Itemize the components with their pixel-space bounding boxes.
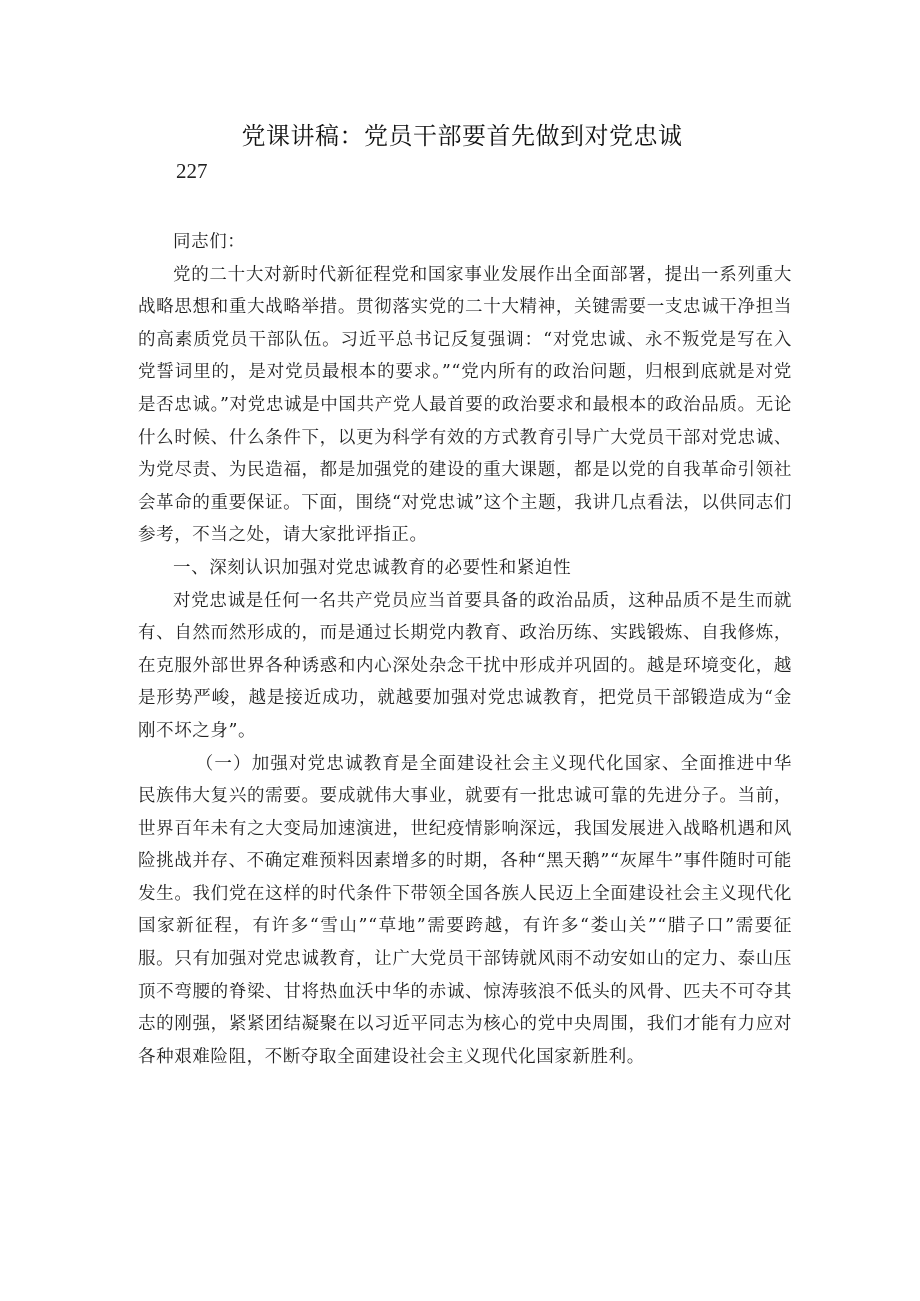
document-title: 党课讲稿：党员干部要首先做到对党忠诚 [241,122,683,150]
document-body [138,226,792,1073]
intro-paragraph: 党的二十大对新时代新征程党和国家事业发展作出全面部署，提出一系列重大战略思想和重大战略举措。贯彻落实党的二十大精神，关键需要一支忠诚干净担当的高素质党员干部队伍。习近平总书记反复强调：“对党忠诚、永不叛党是写在入党誓词里的，是对党员最根本的要求。”“党内所有的政治问题，归根到底就是对党是否忠诚。”对党忠诚是中国共产党人最首要的政治要求和最根本的政治品质。无论什么时候、什么条件下，以更为科学有效的方式教育引导广大党员干部对党忠诚、为党尽责、为民造福，都是加强党的建设的重大课题，都是以党的自我革命引领社会革命的重要保证。下面，围绕“对党忠诚”这个主题，我讲几点看法，以供同志们参考，不当之处，请大家批评指正。 [138,264,792,546]
subsection-paragraph: （一）加强对党忠诚教育是全面建设社会主义现代化国家、全面推进中华民族伟大复兴的需要。要成就伟大事业，就要有一批忠诚可靠的先进分子。当前，世界百年未有之大变局加速演进，世纪疫情影响深远，我国发展进入战略机遇和风险挑战并存、不确定难预料因素增多的时期，各种“黑天鹅”“灰犀牛”事件随时可能发生。我们党在这样的时代条件下带领全国各族人民迈上全面建设社会主义现代化国家新征程，有许多“雪山”“草地”需要跨越，有许多“娄山关”“腊子口”需要征服。只有加强对党忠诚教育，让广大党员干部铸就风雨不动安如山的定力、泰山压顶不弯腰的脊梁、甘将热血沃中华的赤诚、惊涛骇浪不低头的风骨、匹夫不可夺其志的刚强，紧紧团结凝聚在以习近平同志为核心的党中央周围，我们才能有力应对各种艰难险阻，不断夺取全面建设社会主义现代化国家新胜利。 [138,753,792,1067]
section-heading: 一、深刻认识加强对党忠诚教育的必要性和紧迫性 [173,557,572,578]
document-number: 227 [176,159,208,183]
salutation: 同志们： [173,232,246,252]
section-paragraph: 对党忠诚是任何一名共产党员应当首要具备的政治品质，这种品质不是生而就有、自然而然形成的，而是通过长期党内教育、政治历练、实践锻炼、自我修炼，在克服外部世界各种诱惑和内心深处杂念干扰中形成并巩固的。越是环境变化，越是形势严峻，越是接近成功，就越要加强对党忠诚教育，把党员干部锻造成为“金刚不坏之身”。 [138,590,792,741]
